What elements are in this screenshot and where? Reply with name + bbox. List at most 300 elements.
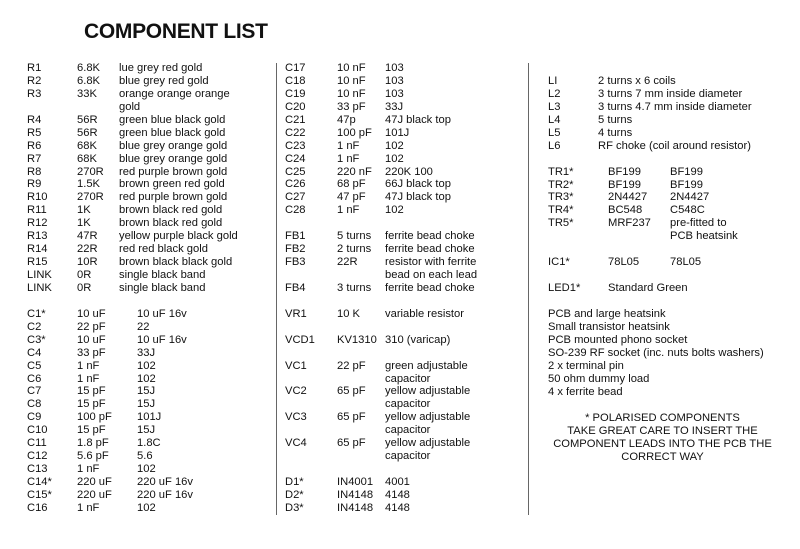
hardware-item	[548, 386, 764, 399]
component-ref: C24	[285, 152, 306, 165]
varicap-row	[285, 334, 477, 347]
component-ref: C7	[27, 385, 42, 398]
ferrite-bead-row	[285, 269, 477, 282]
led-ref: LED1*	[548, 282, 581, 294]
component-ref: L4	[548, 113, 561, 126]
component-ref: TR3*	[548, 191, 574, 204]
hardware-text: SO-239 RF socket (inc. nuts bolts washers)	[548, 346, 764, 359]
component-part: 2N4427	[608, 191, 648, 204]
component-desc: 4 turns	[598, 126, 633, 139]
ic-marking: 78L05	[670, 256, 702, 269]
component-ref: C28	[285, 204, 306, 217]
component-ref: C1*	[27, 307, 46, 320]
capacitor-row	[285, 166, 477, 179]
inductor-row	[548, 127, 764, 140]
transistor-row	[548, 166, 764, 179]
component-value: 56R	[77, 126, 98, 139]
component-value: 47 pF	[337, 191, 366, 204]
trimmer-row	[285, 373, 477, 386]
resistor-row	[27, 217, 249, 230]
trimmer-row	[285, 385, 477, 398]
component-desc: ferrite bead choke	[385, 230, 475, 243]
component-ref: R7	[27, 152, 42, 165]
hardware-item	[548, 321, 764, 334]
component-value: 10 nF	[337, 87, 366, 100]
component-ref: R13	[27, 230, 48, 243]
component-ref: R6	[27, 139, 42, 152]
component-ref	[285, 424, 337, 437]
component-desc: yellow purple black gold	[119, 230, 238, 243]
component-ref: R15	[27, 256, 48, 269]
component-value: 10 nF	[337, 74, 366, 87]
resistor-row	[27, 140, 249, 153]
component-part: BF199	[608, 165, 641, 178]
component-ref	[285, 398, 337, 411]
capacitor-row	[27, 502, 249, 515]
component-ref: C11	[27, 437, 47, 450]
diode-row	[285, 502, 477, 515]
component-code: 103	[385, 62, 404, 74]
trimmer-row	[285, 360, 477, 373]
component-value: 47R	[77, 230, 98, 243]
component-ref: L3	[548, 100, 561, 113]
component-desc: red red black gold	[119, 243, 208, 256]
component-value: 2 turns	[337, 243, 372, 256]
component-code: 33J	[137, 346, 156, 359]
capacitor-row	[27, 476, 249, 489]
component-value	[337, 424, 385, 437]
component-ref: FB4	[285, 281, 306, 294]
component-desc: blue grey red gold	[119, 74, 209, 87]
trimmer-row	[285, 450, 477, 463]
trimmer-row	[285, 424, 477, 437]
component-desc: gold	[119, 100, 141, 113]
component-ref: C27	[285, 191, 306, 204]
capacitor-row	[285, 140, 477, 153]
component-value	[337, 398, 385, 411]
component-desc: 3 turns 7 mm inside diameter	[598, 87, 743, 100]
trimmer-row	[285, 437, 477, 450]
spacer	[548, 153, 764, 166]
hardware-item	[548, 347, 764, 360]
resistor-row	[27, 153, 249, 166]
resistor-row	[27, 75, 249, 88]
resistor-row	[27, 269, 249, 282]
diode-row	[285, 476, 477, 489]
component-value: 6.8K	[77, 74, 101, 87]
component-desc: brown black red gold	[119, 204, 223, 217]
capacitor-row	[27, 385, 249, 398]
component-value: 22 pF	[77, 320, 106, 333]
component-value: 1 nF	[337, 204, 360, 217]
component-ref: VC4	[285, 437, 307, 450]
hardware-text: PCB and large heatsink	[548, 307, 666, 320]
component-desc: 3 turns 4.7 mm inside diameter	[598, 100, 752, 113]
ic-ref: IC1*	[548, 256, 570, 269]
component-value: 1 nF	[337, 139, 360, 152]
ferrite-bead-list	[285, 230, 477, 295]
component-ref: C16	[27, 501, 48, 514]
column-resistors-capacitors	[27, 62, 249, 515]
component-ref: D1*	[285, 476, 304, 488]
component-value: 1 nF	[77, 501, 100, 514]
capacitor-row	[27, 489, 249, 502]
component-value: 68K	[77, 139, 97, 152]
spacer	[285, 321, 477, 334]
inductor-row	[548, 75, 764, 88]
trimmer-row	[285, 411, 477, 424]
component-value: 33 pF	[77, 346, 106, 359]
component-code: 15J	[137, 385, 156, 398]
component-value: 1K	[77, 217, 91, 230]
component-value: 68 pF	[337, 178, 366, 191]
component-ref: C3*	[27, 333, 46, 346]
component-ref: C21	[285, 113, 306, 126]
component-ref: D3*	[285, 501, 304, 514]
component-value: 5 turns	[337, 230, 372, 243]
capacitor-row	[27, 373, 249, 386]
hardware-item	[548, 373, 764, 386]
resistor-row	[27, 230, 249, 243]
component-desc: green adjustable	[385, 359, 468, 372]
resistor-row	[27, 204, 249, 217]
resistor-row	[27, 101, 249, 114]
inductor-row	[548, 88, 764, 101]
component-code: 47J black top	[385, 113, 451, 126]
component-code: 102	[137, 359, 156, 372]
component-code: 102	[137, 463, 156, 476]
component-ref: C25	[285, 165, 306, 178]
component-marking: BF199	[670, 165, 703, 178]
component-desc: blue grey orange gold	[119, 152, 228, 165]
component-desc: 2 turns x 6 coils	[598, 75, 676, 87]
capacitor-row	[27, 424, 249, 437]
component-value: 33 pF	[337, 100, 366, 113]
component-code: 102	[385, 204, 404, 217]
component-ref: C22	[285, 126, 306, 139]
component-desc: green blue black gold	[119, 113, 226, 126]
inductor-list	[548, 75, 764, 153]
component-desc: capacitor	[385, 398, 431, 411]
hardware-text: 4 x ferrite bead	[548, 385, 623, 398]
component-ref: C4	[27, 346, 42, 359]
diode-list	[285, 476, 477, 515]
component-ref: C23	[285, 139, 306, 152]
component-ref: C5	[27, 359, 42, 372]
component-value: 220 uF	[77, 476, 112, 488]
hardware-item	[548, 334, 764, 347]
component-value: 15 pF	[77, 424, 106, 437]
component-code: 101J	[385, 126, 410, 139]
component-desc: orange orange orange	[119, 87, 230, 100]
component-ref: R12	[27, 217, 48, 230]
component-desc: variable resistor	[385, 307, 464, 320]
component-code: 103	[385, 74, 404, 87]
capacitor-row	[27, 321, 249, 334]
capacitor-row	[27, 450, 249, 463]
transistor-row	[548, 179, 764, 192]
capacitor-row	[27, 334, 249, 347]
component-value: 0R	[77, 269, 92, 281]
component-value: 1 nF	[77, 359, 100, 372]
component-value	[77, 101, 119, 114]
spacer	[285, 295, 477, 308]
page-title: COMPONENT LIST	[84, 20, 268, 43]
capacitor-row	[285, 178, 477, 191]
hardware-text: PCB mounted phono socket	[548, 333, 688, 346]
inductor-row	[548, 114, 764, 127]
component-marking: BF199	[670, 178, 703, 191]
component-value: 15 pF	[77, 385, 106, 398]
resistor-row	[27, 114, 249, 127]
component-code: 15J	[137, 424, 156, 437]
component-value: 270R	[77, 191, 104, 204]
resistor-row	[27, 256, 249, 269]
component-code: 220K 100	[385, 165, 433, 178]
component-ref: TR5*	[548, 217, 574, 230]
component-value: 5.6 pF	[77, 450, 109, 463]
capacitor-row	[27, 437, 249, 450]
ferrite-bead-row	[285, 282, 477, 295]
component-code: 103	[385, 87, 404, 100]
component-desc: lue grey red gold	[119, 62, 203, 74]
component-value: 0R	[77, 281, 92, 294]
component-value: 22R	[337, 256, 358, 269]
component-desc: bead on each lead	[385, 269, 478, 281]
spacer	[548, 295, 764, 308]
component-marking: pre-fitted to	[670, 217, 727, 230]
component-ref: VC2	[285, 385, 307, 398]
polarised-note	[530, 412, 795, 464]
component-marking: C548C	[670, 204, 705, 217]
component-ref: C26	[285, 178, 306, 191]
component-value: IN4148	[337, 501, 374, 514]
capacitor-row	[27, 347, 249, 360]
hardware-list	[548, 308, 764, 399]
component-ref: C20	[285, 100, 306, 113]
component-value	[337, 450, 385, 463]
component-value: 33K	[77, 87, 97, 100]
component-ref: VR1	[285, 307, 307, 320]
spacer	[548, 243, 764, 256]
component-ref: L5	[548, 126, 561, 139]
transistor-row	[548, 217, 764, 230]
varicap-list	[285, 334, 477, 347]
component-code: 102	[137, 501, 156, 514]
spacer	[285, 463, 477, 476]
component-ref: C9	[27, 411, 42, 424]
transistor-row	[548, 191, 764, 204]
component-desc: green blue black gold	[119, 126, 226, 139]
component-ref: L6	[548, 139, 561, 152]
component-desc: ferrite bead choke	[385, 243, 475, 256]
capacitor-row	[285, 88, 477, 101]
component-code: 4148	[385, 501, 410, 514]
component-ref: C17	[285, 62, 306, 74]
capacitor-row	[27, 463, 249, 476]
component-value: 6.8K	[77, 62, 101, 74]
component-value: 65 pF	[337, 385, 366, 398]
component-desc: 5 turns	[598, 113, 633, 126]
component-desc: single black band	[119, 269, 206, 281]
component-value: 270R	[77, 165, 104, 178]
component-value: 22 pF	[337, 359, 366, 372]
component-value	[337, 373, 385, 386]
component-code: 33J	[385, 100, 404, 113]
component-desc: single black band	[119, 281, 206, 294]
resistor-row	[27, 191, 249, 204]
component-value: 15 pF	[77, 398, 106, 411]
component-code: 101J	[137, 411, 162, 424]
component-value: 10 nF	[337, 62, 366, 74]
component-code: 22	[137, 320, 150, 333]
component-ref: R9	[27, 178, 42, 191]
capacitor-list-1	[27, 308, 249, 515]
component-part: MRF237	[608, 217, 651, 230]
component-value: 68K	[77, 152, 97, 165]
inductor-row	[548, 101, 764, 114]
resistor-row	[27, 243, 249, 256]
component-ref: R14	[27, 243, 48, 256]
component-ref	[285, 373, 337, 386]
resistor-row	[27, 62, 249, 75]
component-ref: LINK	[27, 269, 52, 281]
trimmer-row	[285, 398, 477, 411]
component-desc: blue grey orange gold	[119, 139, 228, 152]
component-value: 1.5K	[77, 178, 101, 191]
component-ref: FB3	[285, 256, 306, 269]
transistor-list	[548, 166, 764, 244]
component-desc: RF choke (coil around resistor)	[598, 139, 751, 152]
component-part	[608, 230, 670, 243]
component-ref	[285, 450, 337, 463]
component-code: 66J black top	[385, 178, 451, 191]
component-code: 10 uF 16v	[137, 333, 187, 346]
led-row	[548, 282, 764, 295]
variable-resistor-list	[285, 308, 477, 321]
component-value: KV1310	[337, 333, 377, 346]
component-value: 1 nF	[77, 372, 100, 385]
variable-resistor-row	[285, 308, 477, 321]
capacitor-row	[285, 204, 477, 217]
ic-part: 78L05	[608, 256, 640, 269]
component-desc: red purple brown gold	[119, 191, 228, 204]
component-ref	[27, 101, 77, 114]
component-code: 102	[385, 139, 404, 152]
ic-row	[548, 256, 764, 269]
component-marking: PCB heatsink	[670, 230, 738, 243]
component-value: 10R	[77, 256, 98, 269]
led-desc: Standard Green	[608, 282, 688, 294]
column-divider-2	[528, 63, 529, 515]
component-value: 220 nF	[337, 165, 372, 178]
component-ref: C13	[27, 463, 48, 476]
component-code: 220 uF 16v	[137, 476, 193, 488]
resistor-row	[27, 166, 249, 179]
inductor-row	[548, 140, 764, 153]
component-value: IN4148	[337, 488, 374, 501]
spacer	[548, 269, 764, 282]
component-ref: R3	[27, 87, 42, 100]
component-desc: yellow adjustable	[385, 385, 471, 398]
component-ref: C12	[27, 450, 48, 463]
component-part: BC548	[608, 204, 643, 217]
component-ref: R2	[27, 74, 42, 87]
transistor-row	[548, 230, 764, 243]
component-code: 1.8C	[137, 437, 161, 450]
component-desc: capacitor	[385, 372, 431, 385]
component-ref: C10	[27, 424, 48, 437]
component-value: 100 pF	[77, 411, 112, 424]
component-value: 1.8 pF	[77, 437, 109, 450]
component-ref: L2	[548, 87, 561, 100]
component-value: 22R	[77, 243, 98, 256]
component-ref: VC3	[285, 411, 307, 424]
component-value: 3 turns	[337, 281, 372, 294]
column-divider-1	[276, 63, 277, 515]
component-value: 220 uF	[77, 488, 112, 501]
ferrite-bead-row	[285, 256, 477, 269]
component-desc: brown black black gold	[119, 256, 233, 269]
component-code: 47J black top	[385, 191, 451, 204]
component-ref: VC1	[285, 359, 307, 372]
resistor-row	[27, 88, 249, 101]
spacer	[285, 217, 477, 230]
capacitor-row	[27, 411, 249, 424]
spacer	[27, 295, 249, 308]
transistor-row	[548, 204, 764, 217]
component-value: 1 nF	[337, 152, 360, 165]
component-ref: FB2	[285, 243, 306, 256]
component-ref: C6	[27, 372, 42, 385]
component-code: 10 uF 16v	[137, 307, 187, 320]
ferrite-bead-row	[285, 243, 477, 256]
capacitor-row	[285, 191, 477, 204]
component-ref: C14*	[27, 476, 52, 488]
component-ref: R11	[27, 204, 47, 217]
component-desc: red purple brown gold	[119, 165, 228, 178]
component-value	[337, 269, 385, 282]
component-code: 4001	[385, 476, 410, 488]
capacitor-row	[285, 153, 477, 166]
capacitor-row	[285, 127, 477, 140]
component-marking: 2N4427	[670, 191, 710, 204]
capacitor-row	[285, 114, 477, 127]
component-value: 65 pF	[337, 411, 366, 424]
hardware-text: Small transistor heatsink	[548, 320, 670, 333]
spacer	[285, 347, 477, 360]
trimmer-capacitor-list	[285, 360, 477, 464]
component-ref: FB1	[285, 230, 306, 243]
component-value: 47p	[337, 113, 356, 126]
component-ref: TR4*	[548, 204, 574, 217]
component-ref: TR1*	[548, 165, 574, 178]
capacitor-row	[285, 101, 477, 114]
component-code: 15J	[137, 398, 156, 411]
note-line: CORRECT WAY	[621, 450, 704, 463]
capacitor-row	[285, 75, 477, 88]
component-value: 56R	[77, 113, 98, 126]
component-ref: C19	[285, 87, 306, 100]
hardware-text: 2 x terminal pin	[548, 359, 624, 372]
column-capacitors-misc	[285, 62, 477, 515]
capacitor-row	[285, 62, 477, 75]
component-value: 10 uF	[77, 307, 106, 320]
resistor-row	[27, 178, 249, 191]
component-value: 1 nF	[77, 463, 100, 476]
capacitor-list-2	[285, 62, 477, 217]
component-code: 5.6	[137, 450, 153, 463]
